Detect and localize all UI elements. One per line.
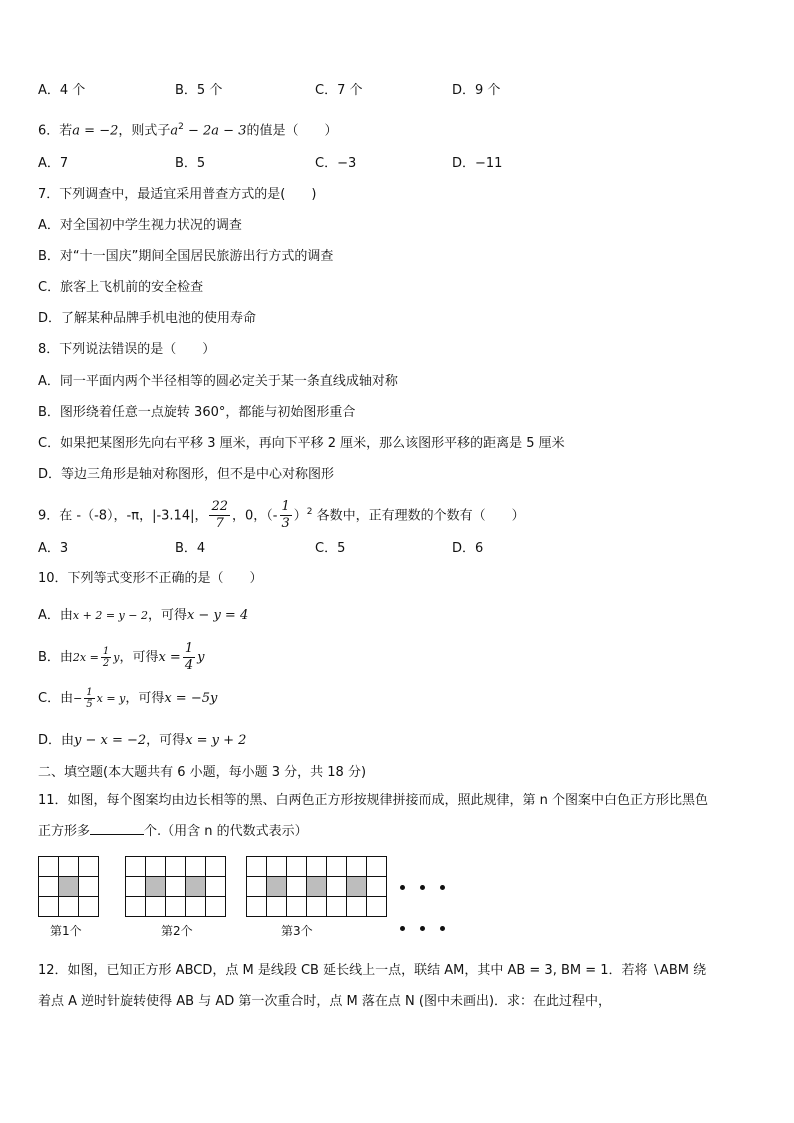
pattern-1-black-square: [59, 877, 79, 897]
q9-frac1-numerator: 22: [211, 499, 229, 515]
ellipsis-dot: [400, 885, 405, 890]
q11-line2-suffix: 个.（用含 n 的代数式表示）: [144, 824, 308, 839]
q10-a-result: x − y = 4: [186, 608, 249, 623]
pattern-caption-3: 第3个: [281, 924, 313, 938]
q9-option-a: A．3: [38, 541, 69, 556]
q7-option-c: C．旅客上飞机前的安全检查: [38, 280, 204, 295]
q10-a-equation: x + 2 = y − 2: [72, 609, 148, 622]
q11-line2: [38, 822, 308, 841]
q10-c-frac-den: 5: [86, 699, 93, 710]
q10-option-d: [38, 732, 246, 750]
ellipsis-dot: [440, 885, 445, 890]
q7-option-b: B．对“十一国庆”期间全国居民旅游出行方式的调查: [38, 249, 334, 264]
pattern-figure-1: [38, 856, 99, 917]
pattern-3-black-square-2: [307, 877, 327, 897]
q6-expr-exponent: 2: [178, 122, 184, 132]
q5-option-c: C．7 个: [315, 83, 363, 98]
q7-option-d: D．了解某种品牌手机电池的使用寿命: [38, 311, 257, 326]
q6-mid: ，则式子: [118, 123, 171, 139]
q6-expr-rest: − 2a − 3: [183, 123, 247, 139]
q6-option-b: B．5: [175, 156, 206, 171]
q12-line2: 着点 A 逆时针旋转使得 AB 与 AD 第一次重合时，点 M 落在点 N (图中未画出)．求：在此过程中，: [38, 994, 612, 1009]
pattern-3-black-square-1: [267, 877, 287, 897]
q10-a-mid: ，可得: [147, 608, 187, 623]
q9-fraction-1-3: [280, 499, 292, 532]
section-heading-fill-in: 二、填空题(本大题共有 6 小题，每小题 3 分，共 18 分): [38, 765, 367, 780]
q10-b-prefix: B．由: [38, 650, 73, 665]
ellipsis-dot: [440, 926, 445, 931]
q10-b-res-right: y: [197, 650, 205, 665]
q10-b-fraction: [101, 646, 111, 669]
q8-option-b: B．图形绕着任意一点旋转 360°，都能与初始图形重合: [38, 405, 356, 420]
q8-option-c: C．如果把某图形先向右平移 3 厘米，再向下平移 2 厘米，那么该图形平移的距离是 5 厘米: [38, 436, 565, 451]
q11-answer-blank: [90, 822, 144, 835]
q9-option-c: C．5: [315, 541, 346, 556]
q10-b-frac-num: 1: [102, 646, 110, 657]
q8-option-d: D．等边三角形是轴对称图形，但不是中心对称图形: [38, 467, 335, 482]
q9-fraction-22-7: [209, 499, 230, 532]
q8-stem: 8．下列说法错误的是（ ）: [38, 342, 216, 357]
q10-c-prefix: C．由: [38, 691, 74, 706]
pattern-figure-3: [246, 856, 387, 917]
pattern-caption-2: 第2个: [161, 924, 193, 938]
q10-a-prefix: A．由: [38, 608, 73, 623]
q6-prefix: 6．若: [38, 123, 73, 139]
q10-c-minus: −: [73, 692, 83, 705]
q8-option-a: A．同一平面内两个半径相等的圆必定关于某一条直线成轴对称: [38, 374, 398, 389]
q9-part4: 各数中，正有理数的个数有（ ）: [312, 508, 525, 524]
q10-b-res-left: x =: [158, 650, 181, 665]
q5-option-b: B．5 个: [175, 83, 223, 98]
ellipsis-dot: [420, 926, 425, 931]
q7-stem: 7．下列调查中，最适宜采用普查方式的是( ): [38, 187, 317, 202]
q10-d-mid: ，可得: [146, 733, 186, 748]
q6-option-c: C．−3: [315, 156, 357, 171]
ellipsis-dot: [400, 926, 405, 931]
q11-line2-prefix: 正方形多: [38, 824, 91, 839]
q10-c-result: x = −5y: [164, 691, 218, 706]
q5-option-a: A．4 个: [38, 83, 86, 98]
q9-frac1-denominator: 7: [215, 516, 224, 532]
pattern-2-black-square-1: [146, 877, 166, 897]
q6-option-a: A．7: [38, 156, 69, 171]
q10-b-mid: ，可得: [119, 650, 159, 665]
q10-c-fraction: [84, 687, 94, 710]
q10-b-rfrac-den: 4: [184, 658, 194, 673]
q10-stem: 10．下列等式变形不正确的是（ ）: [38, 571, 263, 586]
q9-stem: [38, 492, 525, 532]
q11-line1: 11．如图，每个图案均由边长相等的黑、白两色正方形按规律拼接而成，照此规律，第 n 个图案中白色正方形比黑色: [38, 793, 709, 808]
q7-option-a: A．对全国初中学生视力状况的调查: [38, 218, 242, 233]
q10-c-mid: ，可得: [125, 691, 165, 706]
q9-frac2-denominator: 3: [281, 516, 290, 532]
pattern-2-black-square-2: [186, 877, 206, 897]
q10-d-prefix: D．由: [38, 733, 75, 748]
q6-expr-base: a: [170, 123, 179, 139]
q10-c-eq-right: x = y: [96, 692, 126, 705]
pattern-figure-2: [125, 856, 226, 917]
q10-b-rfrac-num: 1: [184, 641, 194, 656]
q10-b-eq-left: 2x =: [72, 651, 99, 664]
q12-line1: 12．如图，已知正方形 ABCD，点 M 是线段 CB 延长线上一点，联结 AM，其中 AB = 3, BM = 1．若将 ∖ABM 绕: [38, 963, 707, 978]
q6-option-d: D．−11: [452, 156, 503, 171]
q9-exponent: 2: [306, 507, 313, 517]
q5-option-d: D．9 个: [452, 83, 501, 98]
q10-b-frac-den: 2: [102, 658, 110, 669]
q10-d-equation: y − x = −2: [74, 733, 147, 748]
q9-frac2-numerator: 1: [281, 499, 290, 515]
q9-part1: 9．在 -（-8），-π，|-3.14|，: [38, 508, 208, 524]
pattern-caption-1: 第1个: [50, 924, 82, 938]
q6-condition: a = −2: [72, 123, 119, 139]
q9-option-b: B．4: [175, 541, 206, 556]
q10-b-eq-right: y: [113, 651, 120, 664]
q10-b-result-fraction: [183, 641, 195, 674]
q10-option-c: [38, 681, 217, 717]
q10-d-result: x = y + 2: [185, 733, 247, 748]
q6-stem: [38, 118, 338, 140]
q10-c-frac-num: 1: [86, 687, 93, 698]
q9-part2: ，0，（-: [232, 508, 278, 524]
q9-part3: ）: [293, 508, 307, 524]
q10-option-a: [38, 607, 248, 625]
q9-option-d: D．6: [452, 541, 484, 556]
ellipsis-dot: [420, 885, 425, 890]
q6-suffix: 的值是（ ）: [246, 123, 338, 139]
q10-option-b: [38, 638, 204, 678]
pattern-3-black-square-3: [347, 877, 367, 897]
